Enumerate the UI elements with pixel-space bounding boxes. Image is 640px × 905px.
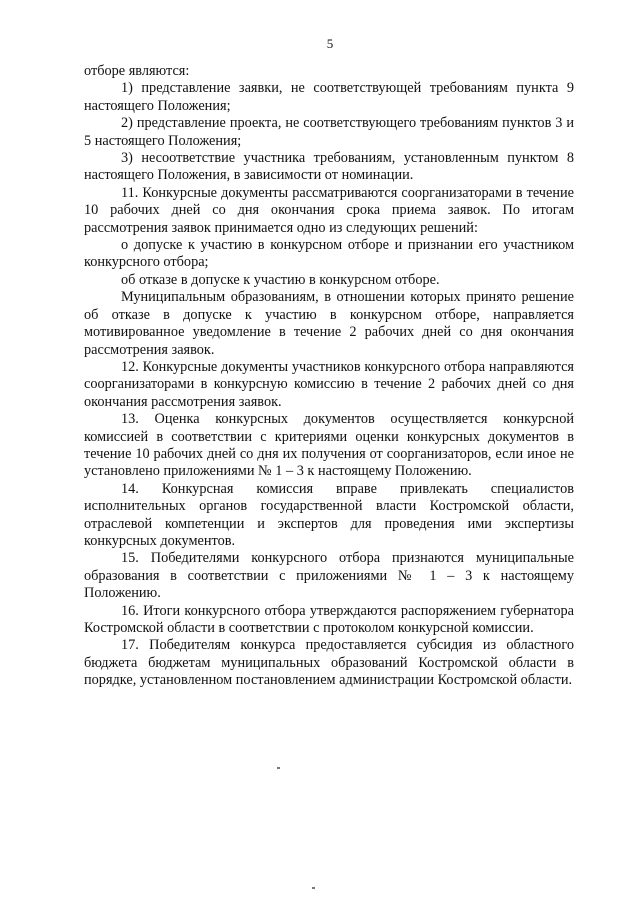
paragraph-clause-13: 13. Оценка конкурсных документов осуществляется конкурсной комиссией в соответствии с критериями оценки конкурсных документов в течение 10 рабочих дней со дня их получения от соорганизаторов, если иное не установлено приложениями № 1 – 3 к настоящему Положению. [84,411,574,480]
document-body [84,63,574,690]
paragraph-continuation: отборе являются: [84,63,190,79]
paragraph-clause-11: 11. Конкурсные документы рассматриваются соорганизаторами в течение 10 рабочих дней со дня окончания срока приема заявок. По итогам рассмотрения заявок принимается одно из следующих решений: [84,184,574,236]
paragraph-notification: Муниципальным образованиям, в отношении которых принято решение об отказе в допуске к участию в конкурсном отборе, направляется мотивированное уведомление в течение 2 рабочих дней со дня окончания рассмотрения заявок. [84,289,574,358]
paragraph-list-item-3: 3) несоответствие участника требованиям, установленным пунктом 8 настоящего Положения, в зависимости от номинации. [84,150,574,184]
paragraph-decision-admit: о допуске к участию в конкурсном отборе и признании его участником конкурсного отбора; [84,237,574,271]
paragraph-list-item-1: 1) представление заявки, не соответствующей требованиям пункта 9 настоящего Положения; [84,80,574,114]
page-number: 5 [326,36,334,51]
paragraph-clause-16: 16. Итоги конкурсного отбора утверждаются распоряжением губернатора Костромской области в соответствии с протоколом конкурсной комиссии. [84,602,574,636]
paragraph-clause-14: 14. Конкурсная комиссия вправе привлекать специалистов исполнительных органов государственной власти Костромской области, отраслевой компетенции и экспертов для проведения ими экспертизы конкурсных документов. [84,480,574,549]
scan-speck [312,887,315,889]
paragraph-clause-17: 17. Победителям конкурса предоставляется субсидия из областного бюджета бюджетам муниципальных образований Костромской области в порядке, установленном постановлением администрации Костромской области. [84,637,574,689]
paragraph-clause-12: 12. Конкурсные документы участников конкурсного отбора направляются соорганизаторами в конкурсную комиссию в течение 2 рабочих дней со дня окончания рассмотрения заявок. [84,358,574,410]
paragraph-clause-15: 15. Победителями конкурсного отбора признаются муниципальные образования в соответствии с приложениями № 1 – 3 к настоящему Положению. [84,550,574,602]
scan-speck [277,767,280,769]
paragraph-decision-refuse: об отказе в допуске к участию в конкурсном отборе. [121,271,440,288]
paragraph-list-item-2: 2) представление проекта, не соответствующего требованиям пунктов 3 и 5 настоящего Положения; [84,115,574,149]
